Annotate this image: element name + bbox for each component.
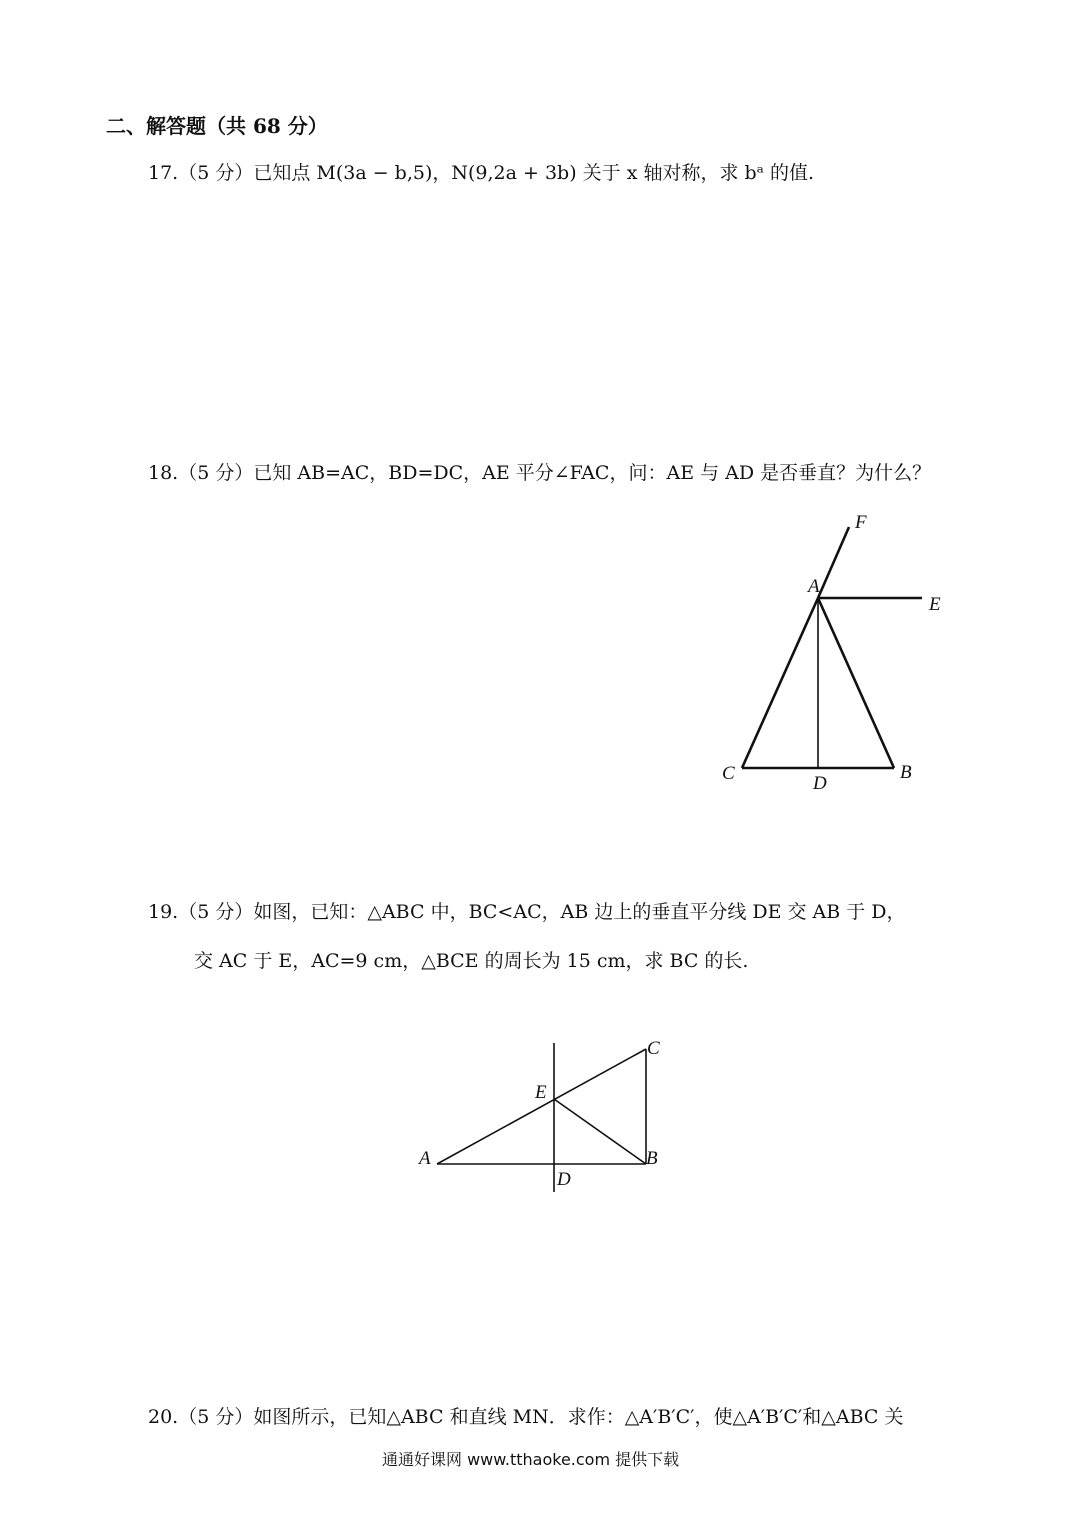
label-b: B [900, 762, 912, 783]
section-title: 二、解答题（共 68 分） [106, 114, 328, 138]
label-d: D [557, 1169, 571, 1190]
ray-af [818, 527, 849, 598]
segment-ca [742, 598, 818, 768]
label-e: E [535, 1082, 547, 1103]
figure-18 [722, 512, 941, 794]
label-a: A [808, 576, 820, 597]
question-17: 17.（5 分）已知点 M(3a − b,5)，N(9,2a + 3b) 关于 x 轴对称，求 bᵃ 的值. [148, 162, 815, 184]
footer-text: 通通好课网 www.tthaoke.com 提供下载 [382, 1450, 680, 1469]
label-a: A [419, 1148, 431, 1169]
question-19-line-1: 19.（5 分）如图，已知：△ABC 中，BC<AC，AB 边上的垂直平分线 DE 交 AB 于 D， [148, 901, 906, 923]
question-18: 18.（5 分）已知 AB=AC，BD=DC，AE 平分∠FAC，问：AE 与 AD 是否垂直？为什么？ [148, 462, 932, 484]
question-20: 20.（5 分）如图所示，已知△ABC 和直线 MN．求作：△A′B′C′，使△A′B′C′和△ABC 关 [148, 1406, 904, 1428]
label-d: D [813, 773, 827, 794]
figure-19 [417, 1038, 660, 1192]
label-f: F [855, 512, 867, 533]
label-c: C [647, 1038, 660, 1059]
label-b: B [646, 1148, 658, 1169]
segment-ab [818, 598, 894, 768]
segment-ac [437, 1049, 646, 1164]
label-e: E [929, 594, 941, 615]
label-c: C [722, 763, 735, 784]
question-19-line-2: 交 AC 于 E，AC=9 cm，△BCE 的周长为 15 cm，求 BC 的长. [194, 950, 749, 972]
segment-eb [554, 1099, 646, 1164]
